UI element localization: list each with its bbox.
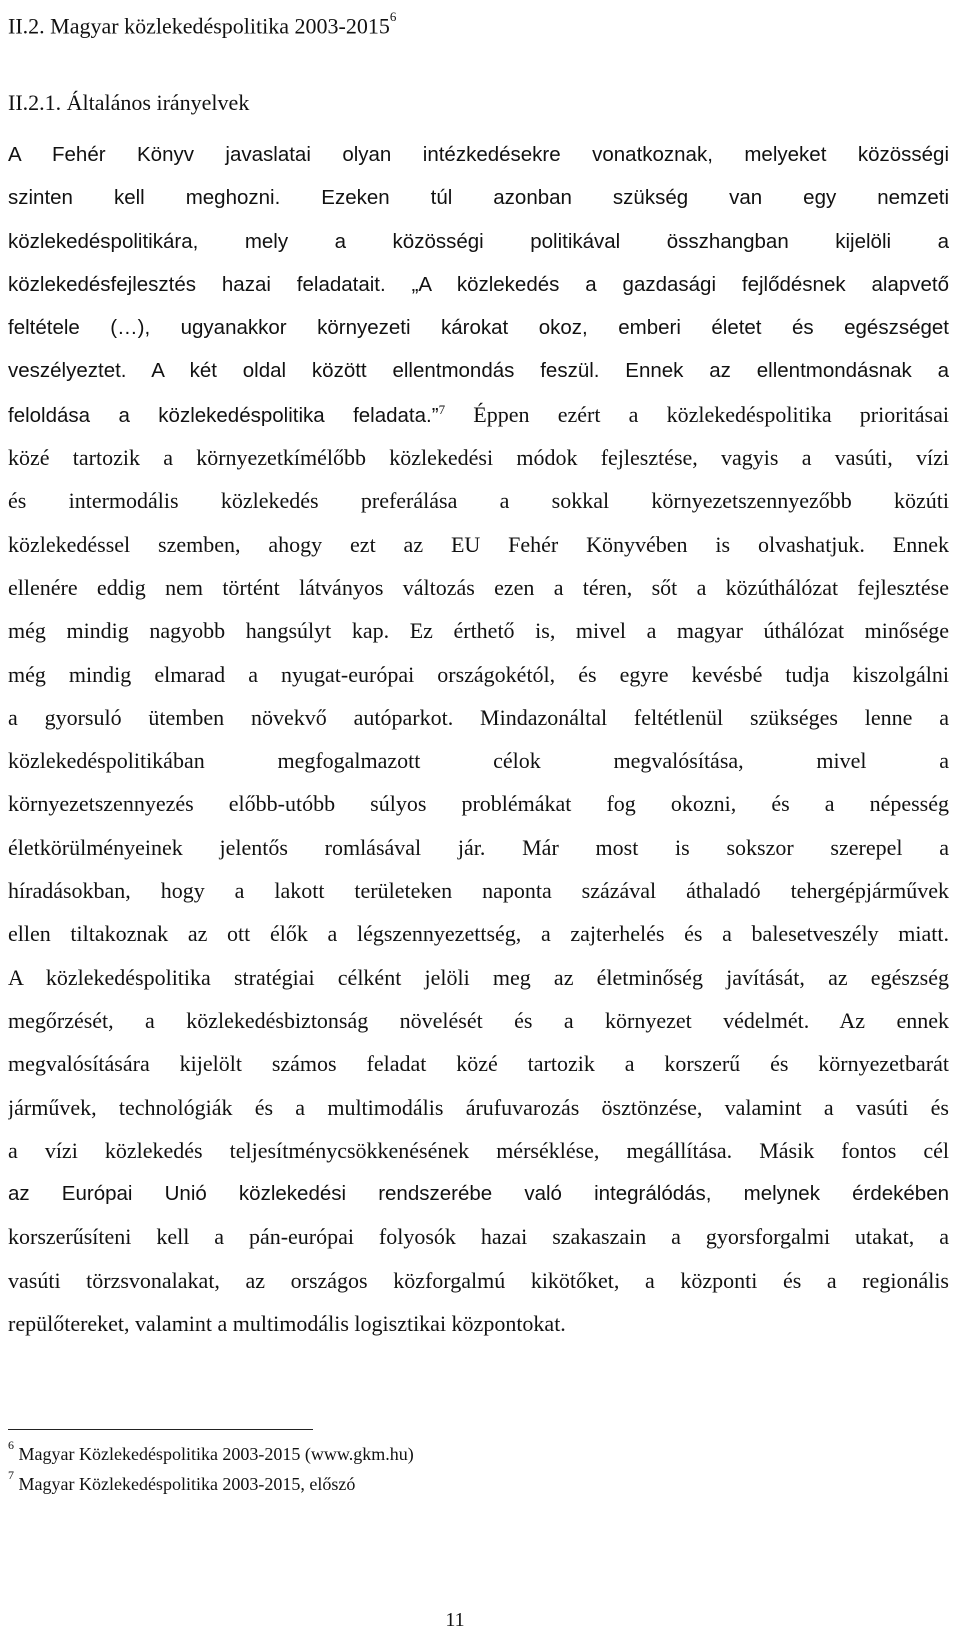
footnote-number: 6 [8,1438,14,1452]
text-line: környezetszennyezés előbb-utóbb súlyos problémákat fog okozni, és a népesség [8,791,949,817]
footnote-divider [8,1429,313,1430]
text-fragment: Éppen ezért a közlekedéspolitika prioritásai [445,401,949,427]
text-line: közlekedésfejlesztés hazai feladatait. „A közlekedés a gazdasági fejlődésnek alapvető [8,272,949,296]
text-line: ellenére eddig nem történt látványos változás ezen a téren, sőt a közúthálózat fejlesztése [8,574,949,600]
text-line: még mindig nagyobb hangsúlyt kap. Ez érthető is, mivel a magyar úthálózat minősége [8,618,949,644]
body-paragraph [8,133,949,1345]
text-line: megőrzését, a közlekedésbiztonság növelését és a környezet védelmét. Az ennek [8,1007,949,1033]
text-line: a vízi közlekedés teljesítménycsökkenésének mérséklése, megállítása. Másik fontos cél [8,1137,949,1163]
footnote-text: Magyar Közlekedéspolitika 2003-2015 (www.gkm.hu) [18,1444,414,1464]
text-line: az Európai Unió közlekedési rendszerébe való integrálódás, melynek érdekében [8,1182,949,1206]
text-line: járművek, technológiák és a multimodális árufuvarozás ösztönzése, valamint a vasúti és [8,1094,949,1120]
text-line: közlekedéspolitikában megfogalmazott célok megvalósítása, mivel a [8,748,949,774]
text-line: repülőtereket, valamint a multimodális logisztikai központokat. [8,1311,566,1337]
text-line: és intermodális közlekedés preferálása a sokkal környezetszennyezőbb közúti [8,488,949,514]
text-line: közé tartozik a környezetkímélőbb közlekedési módok fejlesztése, vagyis a vasúti, vízi [8,445,949,471]
section-heading-text: II.2. Magyar közlekedéspolitika 2003-2015 [8,13,390,39]
footnote-ref-7: 7 [438,401,446,417]
footnotes [8,1437,414,1497]
text-fragment: feloldása a közlekedéspolitika feladata.” [8,403,439,427]
footnote-7 [8,1467,414,1497]
text-line: még mindig elmarad a nyugat-európai országokétól, és egyre kevésbé tudja kiszolgálni [8,661,949,687]
page-number: 11 [445,1609,465,1631]
text-line: korszerűsíteni kell a pán-európai folyosók hazai szakaszain a gyorsforgalmi utakat, a [8,1224,949,1250]
text-line: feltétele (…), ugyanakkor környezeti károkat okoz, emberi életet és egészséget [8,316,949,340]
text-line: A közlekedéspolitika stratégiai célként jelöli meg az életminőség javítását, az egészség [8,964,949,990]
footnote-ref-6: 6 [389,9,397,24]
subsection-heading: II.2.1. Általános irányelvek [8,90,250,115]
text-line: közlekedéspolitikára, mely a közösségi politikával összhangban kijelöli a [8,229,949,253]
footnote-text: Magyar Közlekedéspolitika 2003-2015, előszó [18,1474,356,1494]
text-line: életkörülményeinek jelentős romlásával jár. Már most is sokszor szerepel a [8,834,949,860]
text-line: híradásokban, hogy a lakott területeken naponta százával áthaladó tehergépjárművek [8,878,949,904]
text-line: veszélyeztet. A két oldal között ellentmondás feszül. Ennek az ellentmondásnak a [8,359,949,383]
section-heading [8,6,396,41]
text-line: megvalósítására kijelölt számos feladat közé tartozik a korszerű és környezetbarát [8,1051,949,1077]
footnote-number: 7 [8,1468,14,1482]
text-line: A Fehér Könyv javaslatai olyan intézkedésekre vonatkoznak, melyeket közösségi [8,143,949,166]
text-line [8,393,949,436]
footnote-6 [8,1437,414,1467]
text-line: vasúti törzsvonalakat, az országos közforgalmú kikötőket, a központi és a regionális [8,1267,949,1293]
text-line: ellen tiltakoznak az ott élők a légszennyezettség, a zajterhelés és a balesetveszély miatt. [8,921,949,947]
text-line: a gyorsuló ütemben növekvő autóparkot. Mindazonáltal feltétlenül szükséges lenne a [8,704,949,730]
text-line: közlekedéssel szemben, ahogy ezt az EU Fehér Könyvében is olvashatjuk. Ennek [8,531,949,557]
text-line: szinten kell meghozni. Ezeken túl azonban szükség van egy nemzeti [8,186,949,210]
